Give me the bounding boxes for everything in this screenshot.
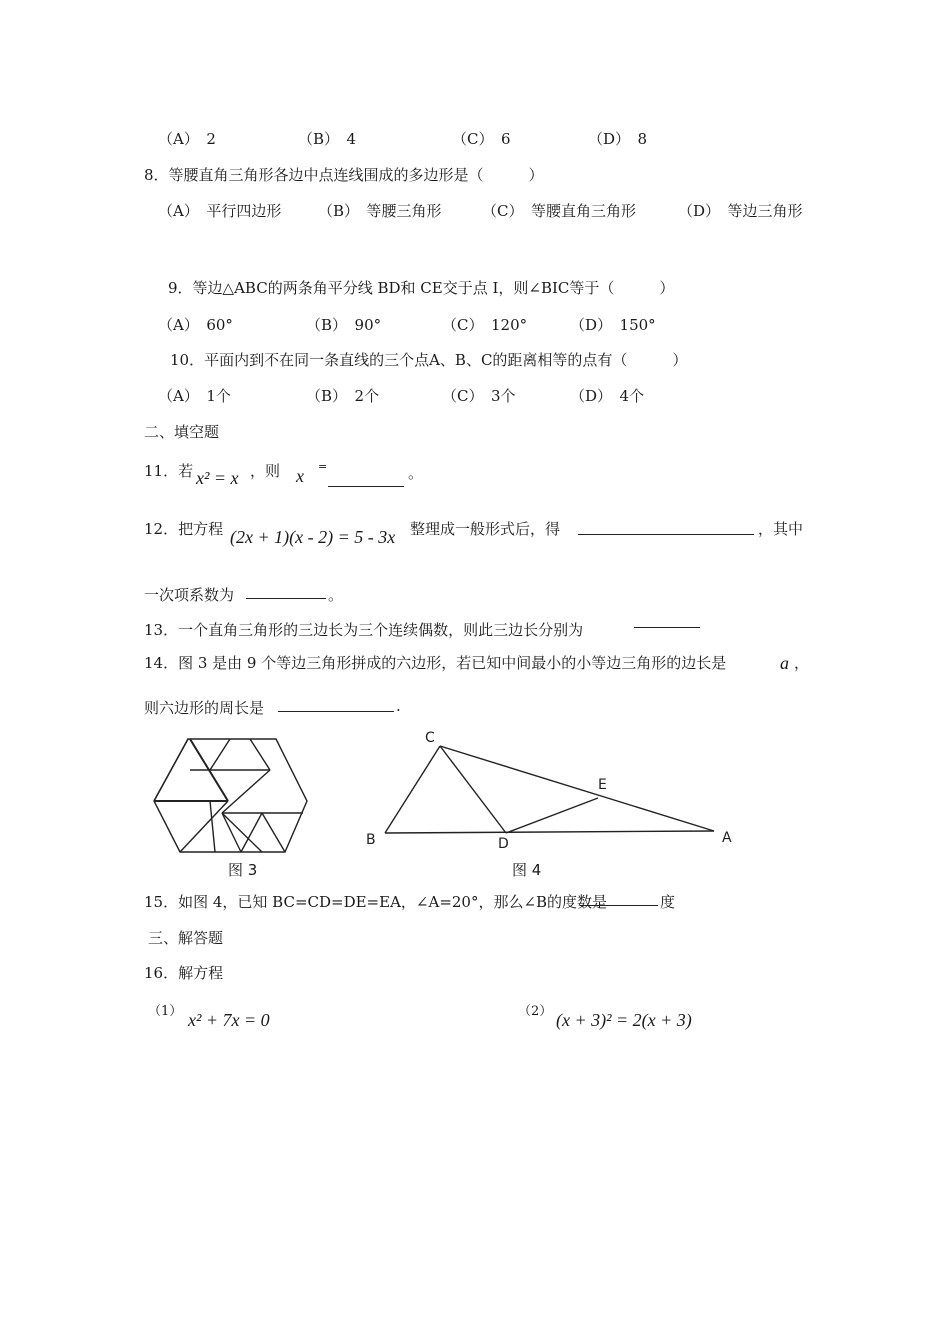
q8-stem: 8．等腰直角三角形各边中点连线围成的多边形是（ ） — [144, 166, 544, 184]
q12-coefficient-blank — [246, 584, 326, 599]
q7-option-a: （A） 2 — [158, 130, 216, 148]
q14-line2-end: . — [396, 697, 401, 715]
hexagon-outline — [154, 739, 307, 852]
q10-option-b: （B） 2个 — [306, 387, 380, 405]
q9-stem: 9．等边△ABC的两条角平分线 BD和 CE交于点 I，则∠BIC等于（ ） — [168, 279, 675, 297]
q11-equation: x² = x — [196, 468, 239, 488]
q10-stem: 10．平面内到不在同一条直线的三个点A、B、C的距离相等的点有（ ） — [170, 351, 688, 369]
q9-option-c: （C） 120° — [442, 316, 528, 334]
label-c: C — [425, 730, 435, 746]
q12-prefix: 12．把方程 — [144, 520, 224, 538]
figure-4-triangle — [360, 728, 740, 852]
q15-text: 15．如图 4，已知 BC=CD=DE=EA，∠A=20°，那么∠B的度数是 — [144, 893, 608, 911]
q13-answer-line — [634, 627, 700, 628]
segment-ca — [440, 746, 714, 831]
q15-answer-blank — [580, 891, 658, 906]
q12-end: ，其中 — [758, 520, 804, 538]
q8-option-b: （B） 等腰三角形 — [318, 202, 442, 220]
q12-line2-end: 。 — [328, 586, 344, 604]
q16-part1-label: （1） — [148, 1004, 183, 1019]
label-a: A — [722, 830, 732, 846]
q14-line1-end: ， — [794, 654, 810, 672]
q11-variable: x — [296, 466, 304, 486]
label-b: B — [366, 832, 376, 848]
label-e: E — [598, 777, 607, 793]
segment-ba — [385, 831, 714, 833]
q12-answer-blank — [578, 520, 754, 535]
q16-part1-equation: x² + 7x = 0 — [188, 1010, 270, 1030]
q11-equals: = — [318, 460, 328, 473]
q8-option-d: （D） 等边三角形 — [678, 202, 803, 220]
q8-option-c: （C） 等腰直角三角形 — [482, 202, 636, 220]
q9-option-b: （B） 90° — [306, 316, 382, 334]
q16-title: 16．解方程 — [144, 964, 224, 982]
figure-4-caption: 图 4 — [512, 861, 542, 879]
q10-option-a: （A） 1个 — [158, 387, 231, 405]
q11-end: 。 — [408, 464, 424, 482]
q7-option-c: （C） 6 — [452, 130, 511, 148]
q14-line1: 14．图 3 是由 9 个等边三角形拼成的六边形，若已知中间最小的小等边三角形的边长是 — [144, 654, 727, 672]
q8-option-a: （A） 平行四边形 — [158, 202, 282, 220]
q12-mid: 整理成一般形式后，得 — [410, 520, 561, 538]
q10-option-d: （D） 4个 — [570, 387, 645, 405]
figure-3-hexagon — [150, 732, 310, 856]
q11-mid: ，则 — [250, 462, 281, 480]
q9-option-a: （A） 60° — [158, 316, 233, 334]
q7-option-b: （B） 4 — [298, 130, 357, 148]
q11-prefix: 11．若 — [144, 462, 194, 480]
label-d: D — [498, 836, 509, 852]
q12-equation: (2x + 1)(x - 2) = 5 - 3x — [230, 527, 396, 547]
figure-3-caption: 图 3 — [228, 861, 258, 879]
q11-answer-blank — [328, 472, 404, 487]
section-2-title: 二、填空题 — [144, 423, 220, 441]
q9-option-d: （D） 150° — [570, 316, 656, 334]
q10-option-c: （C） 3个 — [442, 387, 516, 405]
q14-variable: a — [780, 653, 789, 673]
section-3-title: 三、解答题 — [148, 929, 224, 947]
segment-cd — [440, 746, 506, 833]
q16-part2-label: （2） — [518, 1004, 553, 1019]
q15-end: 度 — [660, 893, 676, 911]
segment-de — [506, 798, 598, 833]
q12-line2-prefix: 一次项系数为 — [144, 586, 235, 604]
segment-bc — [385, 746, 440, 833]
q14-line2-prefix: 则六边形的周长是 — [144, 699, 265, 717]
q16-part2-equation: (x + 3)² = 2(x + 3) — [556, 1010, 692, 1030]
q14-answer-blank — [278, 697, 394, 712]
q13-text: 13．一个直角三角形的三边长为三个连续偶数，则此三边长分别为 — [144, 621, 584, 639]
q7-option-d: （D） 8 — [588, 130, 648, 148]
